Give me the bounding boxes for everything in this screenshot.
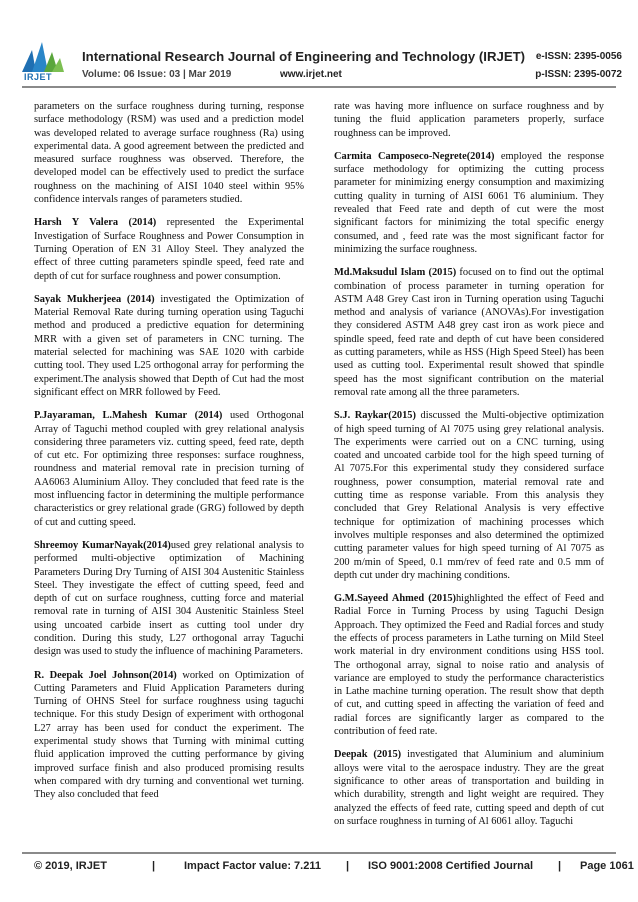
footer-divider xyxy=(22,852,616,854)
paragraph: Carmita Camposeco-Negrete(2014) employed the response surface methodology for optimizing the cutting process parameter for minimizing energy consumption and maximizing cutting quality in turning of AISI 6061 T6 aluminium. They revealed that Feed rate and depth of cut were the most significant factors for minimizing the total specific energy consumed, and , feed rate was the most significant factor for minimizing the surface roughness. xyxy=(334,150,604,255)
paragraph: Sayak Mukherjeea (2014) investigated the Optimization of Material Removal Rate during turning operation using Taguchi method and produced a predictive equation for determining MRR with a given set of parameters in CNC turning. The material selected for machining was SAE 1020 with carbide cutting tool. They used L25 orthogonal array for performing the experiment.The analysis showed that Depth of Cut had the most significant effect on MRR followed by Feed. xyxy=(34,293,305,398)
author-citation: Carmita Camposeco-Negrete(2014) xyxy=(334,150,495,162)
right-column xyxy=(334,100,604,838)
paragraph: R. Deepak Joel Johnson(2014) worked on Optimization of Cutting Parameters and Fluid Application Parameters during Turning of OHNS Steel for surface roughness using taguchi technique. For this study Design of experiment with orthogonal L27 array has been used for conduct the experiment. The experimental study shows that Turning with minimal cutting fluid application improved the cutting performance by giving improved surface finish and also produced promising results when compared with dry turning and conventional wet turning. They also concluded that feed xyxy=(34,669,304,801)
pissn: p-ISSN: 2395-0072 xyxy=(535,69,622,80)
logo-text: IRJET xyxy=(24,72,53,82)
journal-title: International Research Journal of Engineering and Technology (IRJET) xyxy=(82,49,526,64)
journal-website-link[interactable]: www.irjet.net xyxy=(280,69,342,80)
paragraph: Deepak (2015) investigated that Aluminium and aluminium alloys were vital to the aerospace industry. They are the great significance to other areas of transportation and building in which durability, strength and light weight are required. They analyzed the effects of feed rate, cutting speed and depth of cut on surface roughness in turning of Al 6061 alloy. Taguchi xyxy=(334,749,604,827)
author-citation: Deepak (2015) xyxy=(334,749,402,761)
footer-page-number: Page 1061 xyxy=(580,860,634,872)
footer-impact-factor: Impact Factor value: 7.211 xyxy=(184,860,321,872)
author-citation: G.M.Sayeed Ahmed (2015) xyxy=(334,593,456,605)
footer-separator: | xyxy=(558,860,562,872)
author-citation: R. Deepak Joel Johnson(2014) xyxy=(34,669,177,681)
author-citation: Md.Maksudul Islam (2015) xyxy=(334,267,457,279)
footer-separator: | xyxy=(152,860,156,872)
volume-issue: Volume: 06 Issue: 03 | Mar 2019 xyxy=(82,69,232,80)
journal-header xyxy=(0,0,638,90)
paragraph: S.J. Raykar(2015) discussed the Multi-objective optimization of high speed turning of Al 7075 using grey relational analysis. The experiments were carried out on a CNC turning, using coated and uncoated carbide tool for the high speed turning of Al 7075.For this experimental study they considered surface roughness, power consumption, material removal rate and cutting time as response variable. From this analysis they concluded that Grey Relational Analysis is very effective technique for optimization of machining processes which involves multiple responses and also determined the optimized cutting parameter values for high speed turning of Al 7075 as 200 m/min of Speed, 0.1 mm/rev of feed rate and 0.5 mm of depth cut under dry machining conditions. xyxy=(334,410,604,581)
footer-iso: ISO 9001:2008 Certified Journal xyxy=(368,860,534,872)
author-citation: S.J. Raykar(2015) xyxy=(334,410,416,422)
eissn: e-ISSN: 2395-0056 xyxy=(535,51,622,62)
paragraph: G.M.Sayeed Ahmed (2015)highlighted the effect of Feed and Radial Force in Turning Process by using Taguchi Design Approach. They optimized the Feed and Radial forces and study the effects of process parameters in Lathe turning on Mild Steel work material in dry environment conditions using HSS tool. The orthogonal array, signal to noise ratio and analysis of variance are employed to study the performance characteristics in Lathe machine turning operation. The result show that depth of cut, and cutting speed in affecting the variation of feed and radial forces are significantly larger as compared to the contribution of feed rate. xyxy=(334,593,604,738)
author-citation: Harsh Y Valera (2014) xyxy=(34,217,157,229)
left-column xyxy=(34,100,304,812)
paragraph: P.Jayaraman, L.Mahesh Kumar (2014) used Orthogonal Array of Taguchi method coupled with grey relational analysis considering three parameters viz. cutting speed, feed rate, depth of cut etc. For optimizing three responses: surface roughness, roundness and material removal rate in precision turning of AA6063 Aluminium Alloy. They concluded that feed rate is the most influencing factor in determining the multiple performance characteristics or grey relational grade (GRG) followed by depth of cut and cutting speed. xyxy=(34,410,304,528)
paragraph: rate was having more influence on surface roughness and by tuning the fluid application parameters properly, surface roughness can be improved. xyxy=(334,101,604,139)
author-citation: P.Jayaraman, L.Mahesh Kumar (2014) xyxy=(34,410,223,422)
author-citation: Sayak Mukherjeea (2014) xyxy=(34,293,155,305)
footer-copyright: © 2019, IRJET xyxy=(34,860,107,872)
footer-separator: | xyxy=(346,860,350,872)
header-divider xyxy=(22,86,616,88)
paragraph: Shreemoy KumarNayak(2014)used grey relational analysis to performed multi-objective optimization of Machining Parameters During Dry Turning of AISI 304 Austenitic Stainless Steel. They investigate the effect of cutting speed, feed and depth of cut on surface roughness, cutting force and material removal rate in turning of AISI 304 Austenitic Stainless Steel using uncoated carbide insert as cutting tool under dry condition. During this study, L27 orthogonal array Taguchi design was used to study the influence of machining Parameters. xyxy=(34,539,304,658)
paragraph: Md.Maksudul Islam (2015) focused on to find out the optimal combination of process parameter in turning operation for ASTM A48 Grey Cast iron in Turning operation using Taguchi method and analysis of variance (ANOVAs).For investigation they considered ASTM A48 grey cast iron as work piece and spindle speed, feed rate and depth of cut have been considered as cutting parameters, while as HSS (High Speed Steel) has been used as cutting tool. Experimental result showed that spindle speed has the most significant contribution on the material removal rate among all the three parameters. xyxy=(334,267,604,398)
paragraph: parameters on the surface roughness during turning, response surface methodology (RSM) was used and a prediction model was developed related to average surface roughness (Ra) using experimental data. A good agreement between the predicted and measured surface roughness was observed. Therefore, the developed model can be effectively used to predict the surface roughness on the machining of AISI 1040 steel within 95% confidence intervals ranges of parameters studied. xyxy=(34,101,304,206)
paragraph: Harsh Y Valera (2014) represented the Experimental Investigation of Surface Roughness and Power Consumption in Turning Operation of EN 31 Alloy Steel. They analyzed the effect of three cutting parameters spindle speed, feed rate and depth of cut for surface roughness and power consumption. xyxy=(34,217,304,282)
author-citation: Shreemoy KumarNayak(2014) xyxy=(34,539,171,551)
